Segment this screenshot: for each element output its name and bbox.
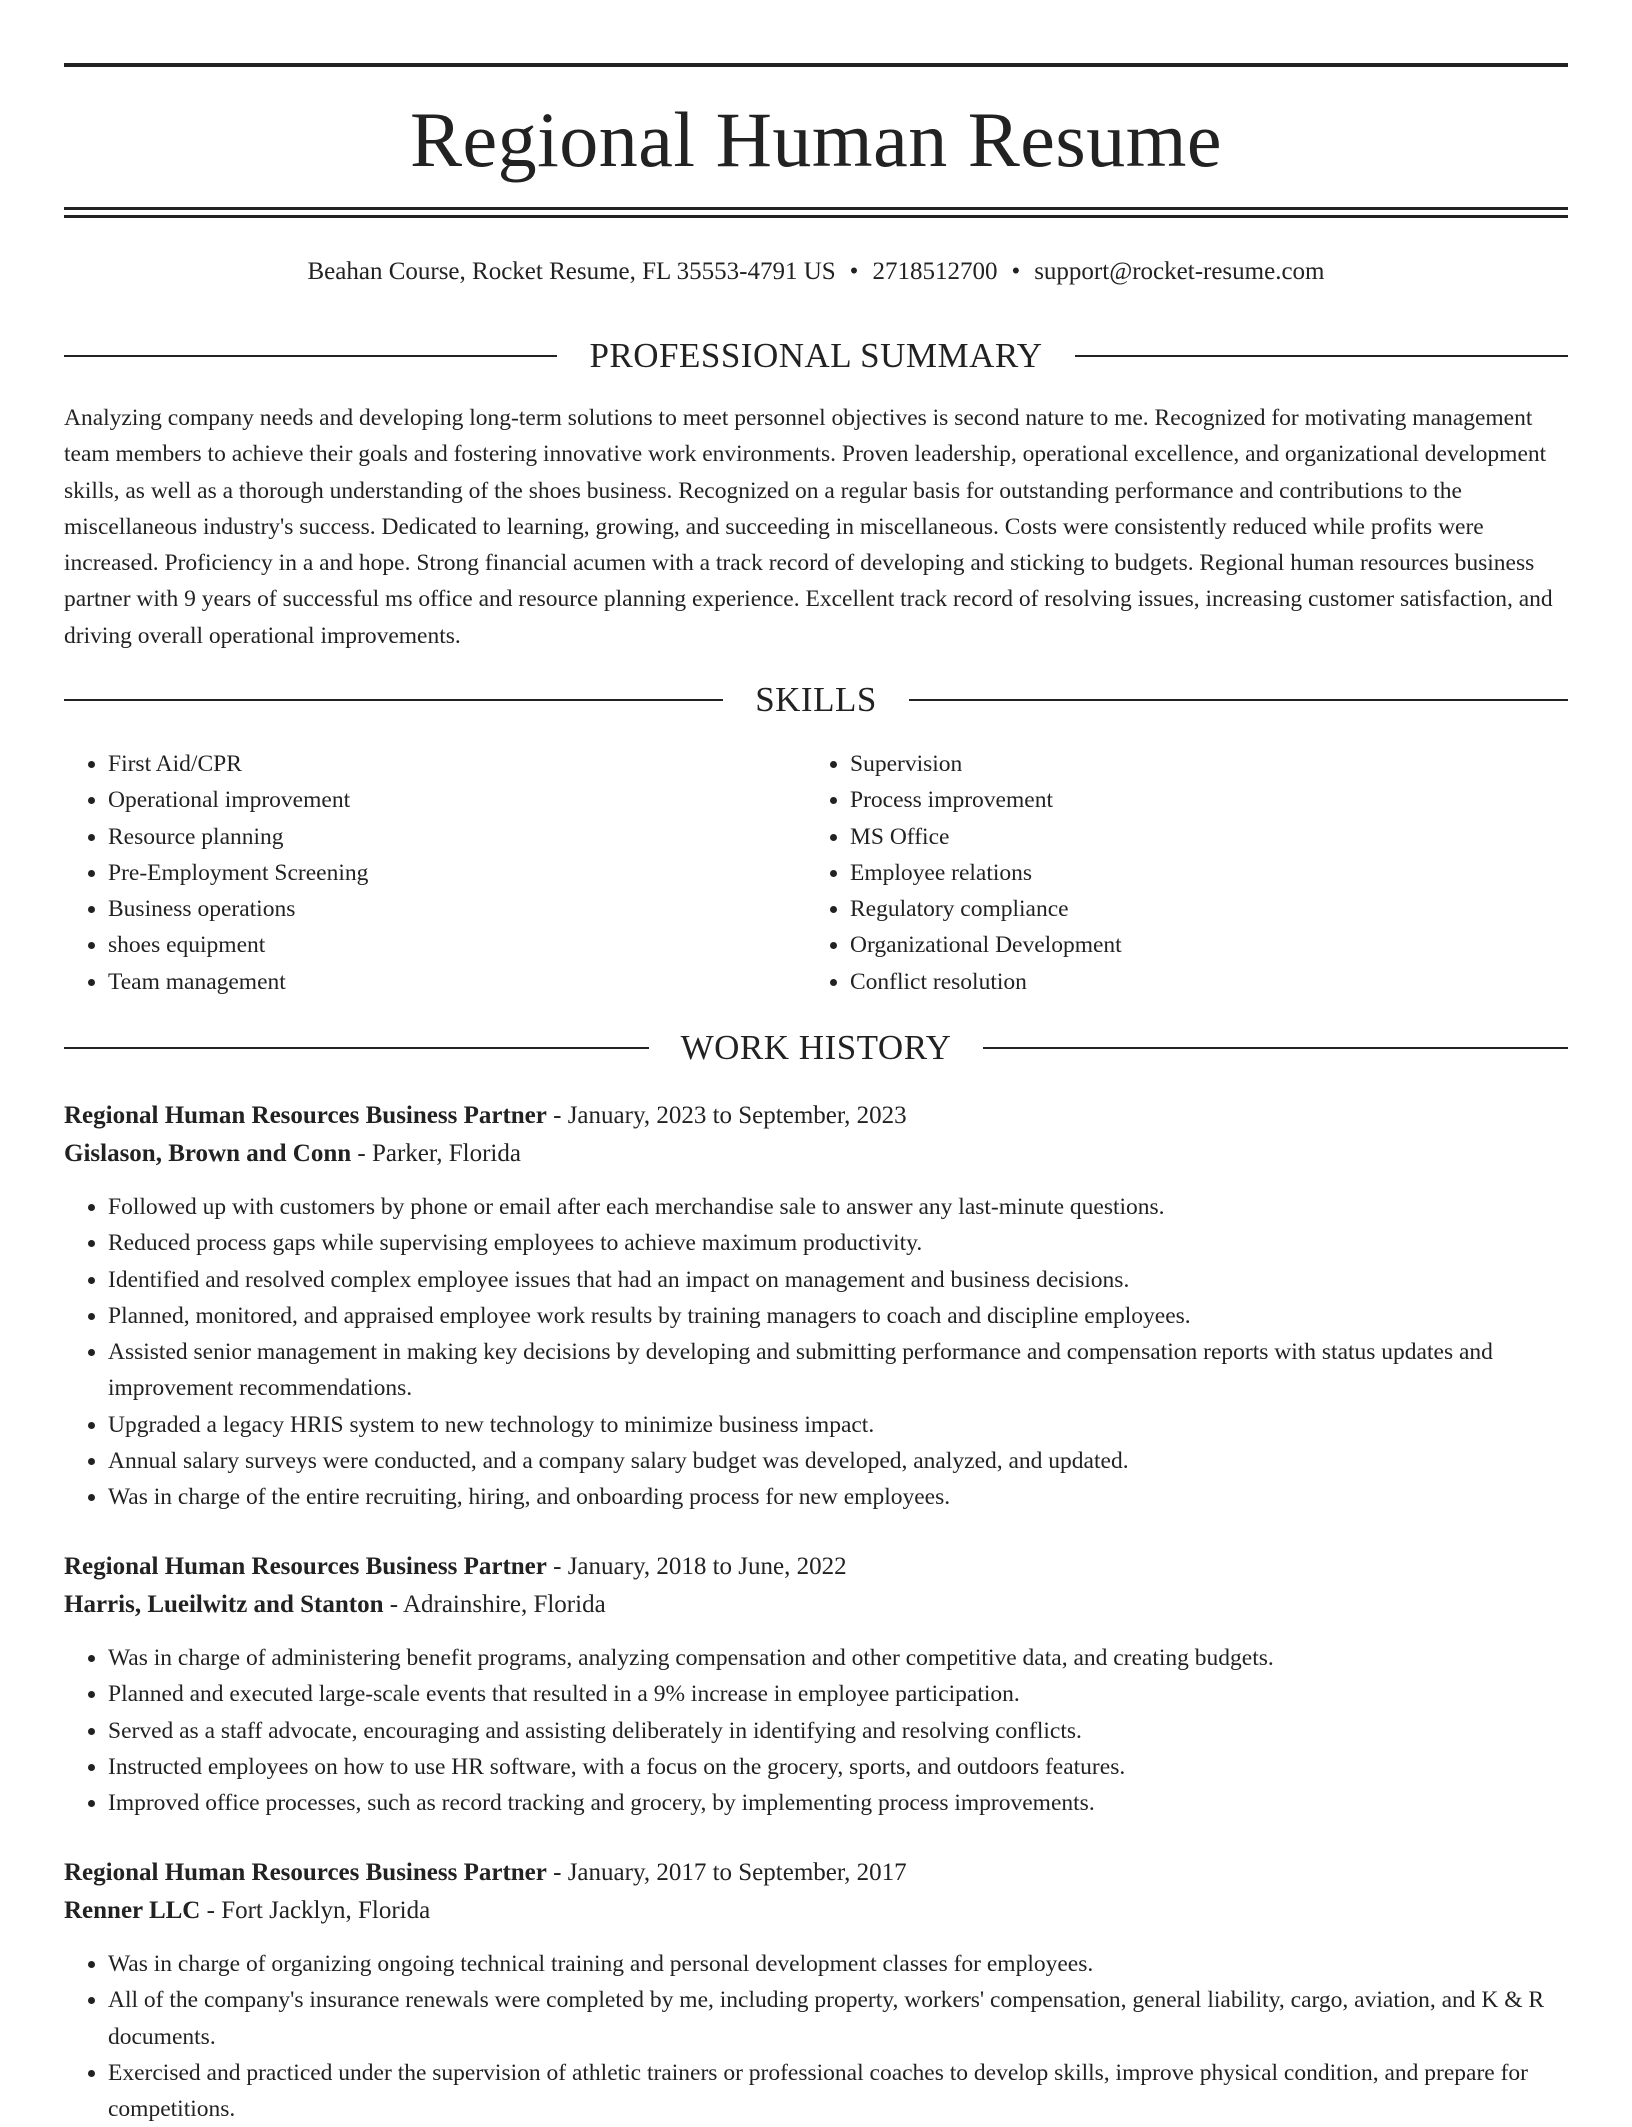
job-entry	[64, 1097, 1568, 1516]
skills-list-left	[64, 746, 806, 1000]
job-title-line: Regional Human Resources Business Partner - January, 2017 to September, 2017	[64, 1859, 907, 1886]
job-title-line: Regional Human Resources Business Partner - January, 2023 to September, 2023	[64, 1102, 907, 1129]
job-bullet: • Instructed employees on how to use HR software, with a focus on the grocery, sports, and outdoors features.	[108, 1749, 1568, 1785]
job-location: Parker, Florida	[371, 1140, 521, 1167]
skill-item: • Business operations	[108, 891, 806, 927]
skills-heading	[64, 678, 1568, 722]
job-company-line: Gislason, Brown and Conn - Parker, Florida	[64, 1140, 521, 1167]
skill-item: • Team management	[108, 964, 806, 1000]
job-bullet: • Followed up with customers by phone or email after each merchandise sale to answer any last-minute questions.	[108, 1189, 1568, 1225]
work-history-heading	[64, 1026, 1568, 1070]
heading-rule-left	[64, 1047, 649, 1049]
heading-rule-right	[909, 699, 1568, 701]
job-company-line: Harris, Lueilwitz and Stanton - Adrainshire, Florida	[64, 1591, 606, 1618]
skill-item: • Operational improvement	[108, 782, 806, 818]
skill-item: • MS Office	[850, 819, 1548, 855]
job-location: Fort Jacklyn, Florida	[221, 1897, 431, 1924]
job-bullets	[64, 1640, 1568, 1821]
job-bullet: • Was in charge of the entire recruiting, hiring, and onboarding process for new employees.	[108, 1479, 1568, 1515]
contact-line	[64, 252, 1568, 292]
skills-list-right	[806, 746, 1548, 1000]
skills-columns	[64, 746, 1568, 1000]
job-company: Renner LLC	[64, 1897, 201, 1924]
heading-rule-left	[64, 699, 723, 701]
skill-item: • Process improvement	[850, 782, 1548, 818]
job-role: Regional Human Resources Business Partner	[64, 1859, 547, 1886]
job-company-line: Renner LLC - Fort Jacklyn, Florida	[64, 1897, 431, 1924]
skill-item: • shoes equipment	[108, 927, 806, 963]
job-bullet: • Was in charge of administering benefit programs, analyzing compensation and other competitive data, and creating budgets.	[108, 1640, 1568, 1676]
header-rule-lower	[64, 215, 1568, 218]
job-title-line: Regional Human Resources Business Partner - January, 2018 to June, 2022	[64, 1553, 847, 1580]
job-entry	[64, 1548, 1568, 1821]
job-bullet: • Served as a staff advocate, encouraging and assisting deliberately in identifying and resolving conflicts.	[108, 1713, 1568, 1749]
job-bullet: • Improved office processes, such as record tracking and grocery, by implementing process improvements.	[108, 1785, 1568, 1821]
job-role: Regional Human Resources Business Partner	[64, 1553, 547, 1580]
skill-item: • Regulatory compliance	[850, 891, 1548, 927]
job-bullets	[64, 1189, 1568, 1516]
job-dates: January, 2017 to September, 2017	[567, 1859, 907, 1886]
summary-title: PROFESSIONAL SUMMARY	[589, 336, 1043, 375]
header-rule-upper	[64, 207, 1568, 210]
summary-text: Analyzing company needs and developing long-term solutions to meet personnel objectives is second nature to me. Recognized for motivating management team members to achieve their goals and fostering innovative work environments. Proven leadership, operational excellence, and organizational development skills, as well as a thorough understanding of the shoes business. Recognized on a regular basis for outstanding performance and contributions to the miscellaneous industry's success. Dedicated to learning, growing, and succeeding in miscellaneous. Costs were consistently reduced while profits were increased. Proficiency in a and hope. Strong financial acumen with a track record of developing and sticking to budgets. Regional human resources business partner with 9 years of successful ms office and resource planning experience. Excellent track record of resolving issues, increasing customer satisfaction, and driving overall operational improvements.	[64, 405, 1553, 649]
skill-item: • Supervision	[850, 746, 1548, 782]
work-history-title: WORK HISTORY	[680, 1028, 952, 1067]
job-dates: January, 2023 to September, 2023	[567, 1102, 907, 1129]
skill-item: • Organizational Development	[850, 927, 1548, 963]
job-bullets	[64, 1946, 1568, 2127]
top-rule	[64, 63, 1568, 67]
contact-separator: •	[1011, 258, 1021, 285]
job-bullet: • Upgraded a legacy HRIS system to new technology to minimize business impact.	[108, 1407, 1568, 1443]
job-entry	[64, 1854, 1568, 2127]
contact-email: support@rocket-resume.com	[1034, 258, 1325, 285]
heading-rule-right	[983, 1047, 1568, 1049]
job-bullet: • Reduced process gaps while supervising employees to achieve maximum productivity.	[108, 1225, 1568, 1261]
job-bullet: • All of the company's insurance renewals were completed by me, including property, workers' compensation, general liability, cargo, aviation, and K & R documents.	[108, 1982, 1568, 2055]
resume-name: Regional Human Resume	[409, 96, 1223, 183]
job-location: Adrainshire, Florida	[402, 1591, 606, 1618]
job-dates: January, 2018 to June, 2022	[567, 1553, 847, 1580]
contact-separator: •	[849, 258, 859, 285]
heading-rule-left	[64, 355, 557, 357]
job-company: Harris, Lueilwitz and Stanton	[64, 1591, 384, 1618]
skill-item: • Conflict resolution	[850, 964, 1548, 1000]
job-bullet: • Assisted senior management in making key decisions by developing and submitting performance and compensation reports with status updates and improvement recommendations.	[108, 1334, 1568, 1407]
job-role: Regional Human Resources Business Partner	[64, 1102, 547, 1129]
skill-item: • First Aid/CPR	[108, 746, 806, 782]
job-bullet: • Exercised and practiced under the supervision of athletic trainers or professional coaches to develop skills, improve physical condition, and prepare for competitions.	[108, 2055, 1568, 2127]
skill-item: • Pre-Employment Screening	[108, 855, 806, 891]
job-bullet: • Annual salary surveys were conducted, and a company salary budget was developed, analyzed, and updated.	[108, 1443, 1568, 1479]
skill-item: • Employee relations	[850, 855, 1548, 891]
skills-title: SKILLS	[755, 680, 877, 719]
job-bullet: • Was in charge of organizing ongoing technical training and personal development classes for employees.	[108, 1946, 1568, 1982]
skill-item: • Resource planning	[108, 819, 806, 855]
contact-address: Beahan Course, Rocket Resume, FL 35553-4791 US	[307, 258, 836, 285]
job-bullet: • Identified and resolved complex employee issues that had an impact on management and business decisions.	[108, 1262, 1568, 1298]
summary-heading	[64, 334, 1568, 378]
heading-rule-right	[1075, 355, 1568, 357]
job-bullet: • Planned, monitored, and appraised employee work results by training managers to coach and discipline employees.	[108, 1298, 1568, 1334]
job-company: Gislason, Brown and Conn	[64, 1140, 352, 1167]
job-bullet: • Planned and executed large-scale events that resulted in a 9% increase in employee participation.	[108, 1676, 1568, 1712]
contact-phone: 2718512700	[872, 258, 998, 285]
